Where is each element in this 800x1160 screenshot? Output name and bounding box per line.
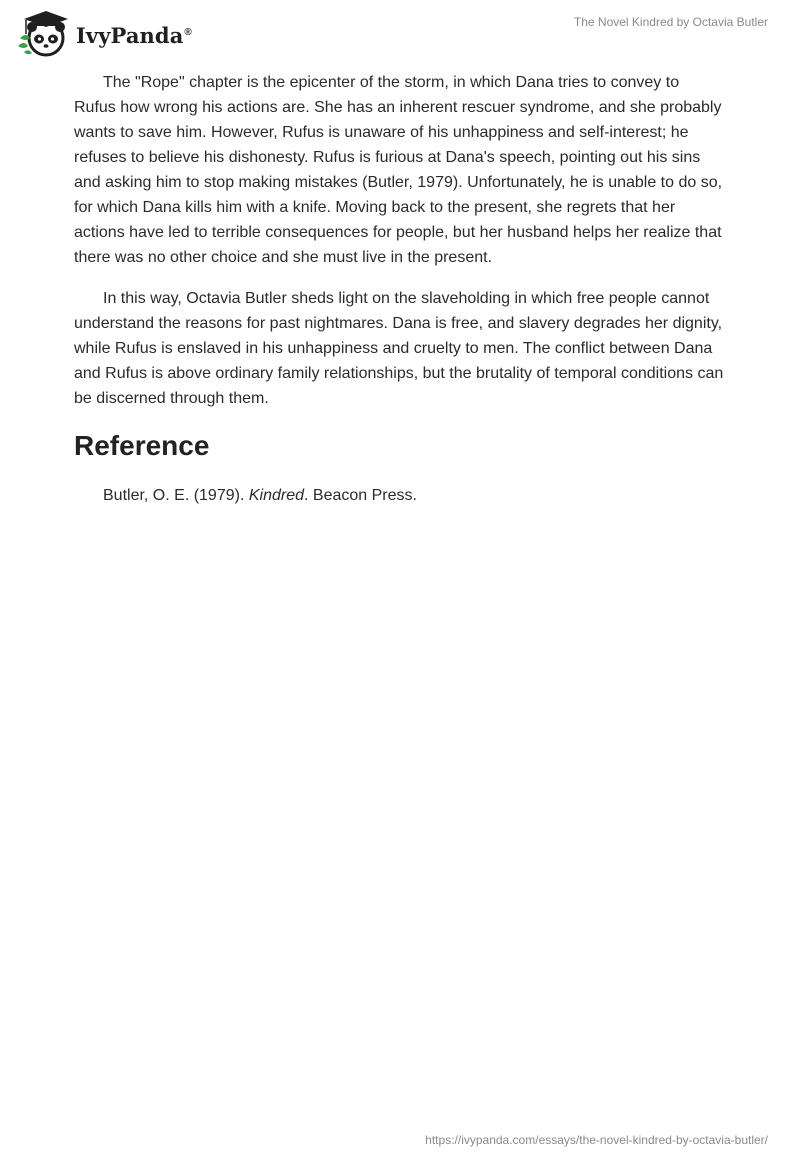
panda-graduation-cap-icon bbox=[16, 8, 72, 58]
reference-heading: Reference bbox=[74, 430, 210, 461]
reference-publisher: . Beacon Press. bbox=[304, 487, 417, 504]
body-paragraph: In this way, Octavia Butler sheds light on the slaveholding in which free people cannot understand the reasons for past nightmares. Dana is free, and slavery degrades her dignity, while Rufus is enslaved in his unhappiness and cruelty to men. The conflict between Dana and Rufus is above ordinary family relationships, but the brutality of temporal conditions can be discerned through them. bbox=[74, 290, 724, 407]
document-title: The Novel Kindred by Octavia Butler bbox=[573, 15, 768, 29]
essay-body bbox=[74, 70, 724, 508]
body-paragraph: The "Rope" chapter is the epicenter of the storm, in which Dana tries to convey to Rufus how wrong his actions are. She has an inherent rescuer syndrome, and she probably wants to save him. However, Rufus is unaware of his unhappiness and self-interest; he refuses to believe his dishonesty. Rufus is furious at Dana's speech, pointing out his sins and asking him to stop making mistakes (Butler, 1979). Unfortunately, he is unable to do so, for which Dana kills him with a knife. Moving back to the present, she regrets that her actions have led to terrible consequences for people, but her husband helps her realize that there was no other choice and she must live in the present. bbox=[74, 74, 723, 266]
reference-book-title: Kindred bbox=[248, 487, 304, 504]
registered-mark: ® bbox=[184, 26, 192, 38]
source-url[interactable]: https://ivypanda.com/essays/the-novel-kindred-by-octavia-butler/ bbox=[425, 1133, 768, 1147]
page-header bbox=[0, 0, 800, 64]
logo-wordmark: IvyPanda® bbox=[76, 22, 192, 48]
ivypanda-logo[interactable] bbox=[16, 8, 192, 58]
reference-author-year: Butler, O. E. (1979). bbox=[103, 487, 249, 504]
reference-entry bbox=[74, 483, 724, 508]
